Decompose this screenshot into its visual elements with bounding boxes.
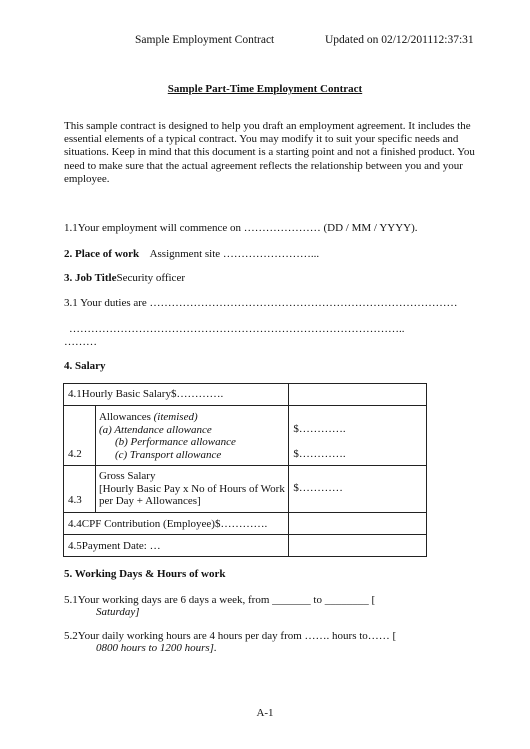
payment-date: 4.5Payment Date: … bbox=[68, 539, 161, 552]
salary-row-4-5 bbox=[64, 534, 427, 556]
cpf-contribution: 4.4CPF Contribution (Employee)$…………. bbox=[68, 517, 268, 530]
gross-salary-formula-line2: per Day + Allowances] bbox=[98, 495, 201, 507]
page-number: A-1 bbox=[256, 707, 274, 719]
clause-5-1-line1: 5.1Your working days are 6 days a week, from _______ to ________ [ bbox=[64, 594, 376, 606]
attendance-allowance-label: (a) Attendance allowance bbox=[98, 423, 212, 436]
salary-row-4-4 bbox=[64, 512, 427, 534]
gross-salary-formula-line1: [Hourly Basic Pay x No of Hours of Work bbox=[98, 482, 285, 495]
clause-3 bbox=[64, 272, 185, 285]
header-updated-date: Updated on 02/12/201112:37:31 bbox=[325, 34, 474, 46]
allowances-label bbox=[99, 411, 288, 424]
clause-3-1-line3: ……… bbox=[64, 336, 97, 348]
clause-3-1-line2: ……………………………………………………………………………….. bbox=[69, 323, 405, 335]
transport-allowance-value: $…………. bbox=[293, 447, 346, 460]
allowances-itemised-note: (itemised) bbox=[153, 411, 198, 423]
clause-1-1: 1.1Your employment will commence on ………………… (DD / MM / YYYY). bbox=[64, 222, 418, 234]
salary-row-4-3 bbox=[64, 466, 427, 513]
salary-row-4-1 bbox=[64, 384, 427, 406]
row-number-4-2: 4.2 bbox=[68, 447, 82, 460]
allowances-heading: Allowances bbox=[98, 411, 154, 423]
hourly-basic-salary: 4.1Hourly Basic Salary$…………. bbox=[68, 388, 224, 400]
intro-paragraph: This sample contract is designed to help you draft an employment agreement. It includes the essential elements of a typical contract. You may modify it to suit your specific needs and situations. Keep in mind that this document is a starting point and not a finished product. You need to make sure that the actual agreement reflects the relationship between you and your employee. bbox=[64, 120, 475, 185]
attendance-allowance-value: $…………. bbox=[293, 423, 346, 435]
gross-salary-label: Gross Salary bbox=[98, 470, 156, 482]
clause-3-text: Security officer bbox=[116, 272, 185, 284]
transport-allowance-label: (c) Transport allowance bbox=[114, 448, 222, 461]
section-5-heading: 5. Working Days & Hours of work bbox=[64, 568, 226, 580]
clause-3-1-line1: 3.1 Your duties are ………………………………………………………………………… bbox=[64, 297, 458, 309]
salary-row-4-2 bbox=[64, 406, 427, 466]
document-title: Sample Part-Time Employment Contract bbox=[167, 83, 363, 95]
clause-5-1-line2: Saturday] bbox=[96, 606, 140, 618]
clause-5-2-line2: 0800 hours to 1200 hours]. bbox=[96, 642, 217, 654]
salary-table bbox=[63, 383, 427, 557]
clause-2-text: Assignment site ……………………... bbox=[149, 248, 320, 260]
performance-allowance-label: (b) Performance allowance bbox=[114, 436, 236, 448]
row-number-4-3: 4.3 bbox=[68, 494, 82, 506]
clause-5-2-line1: 5.2Your daily working hours are 4 hours per day from ……. hours to…… [ bbox=[64, 630, 397, 642]
header-doc-name: Sample Employment Contract bbox=[135, 34, 275, 46]
clause-2 bbox=[64, 248, 319, 261]
clause-3-heading: 3. Job Title bbox=[64, 272, 117, 284]
section-4-heading: 4. Salary bbox=[64, 360, 106, 372]
clause-2-heading: 2. Place of work bbox=[64, 248, 140, 260]
gross-salary-value: $………… bbox=[293, 482, 343, 494]
